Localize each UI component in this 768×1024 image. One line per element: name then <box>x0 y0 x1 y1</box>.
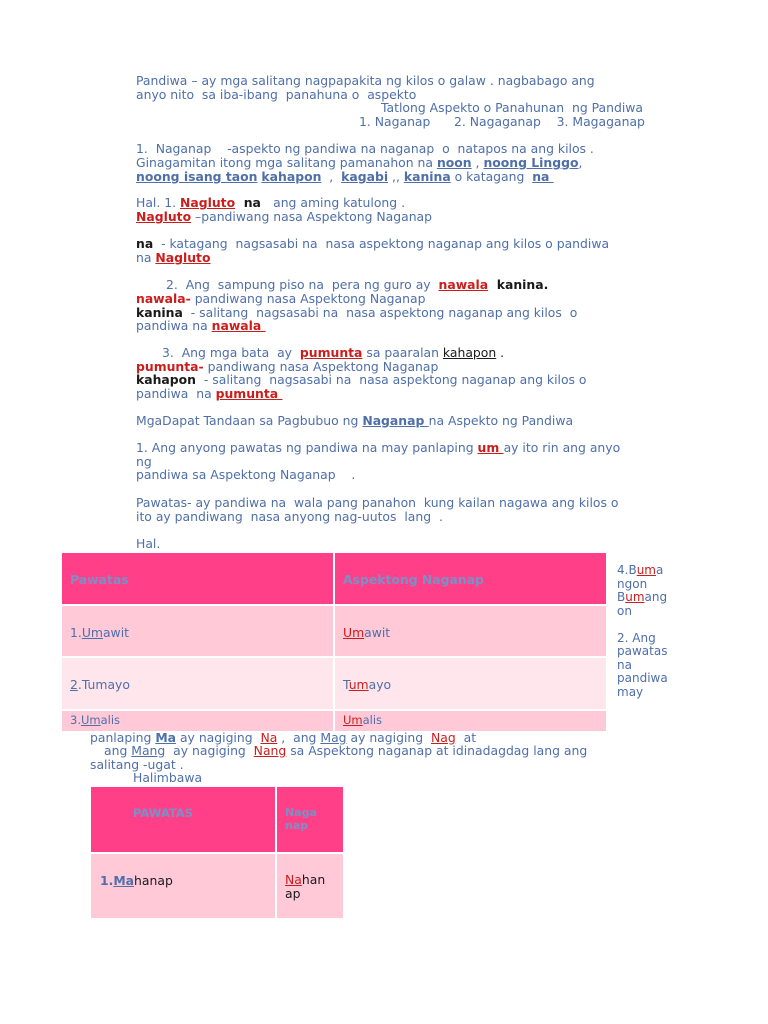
side-note-line: may <box>617 684 644 699</box>
table-cell: Tumayo <box>343 677 392 692</box>
example-3-label: pumunta- pandiwang nasa Aspektong Naganap <box>136 359 439 374</box>
intro-line-2: anyo nito sa iba-ibang panahuna o aspekto <box>136 87 417 102</box>
table-row <box>335 711 606 731</box>
side-note-line: na <box>617 657 632 672</box>
pamanahon-line-2: noong isang taon kahapon , kagabi ,, kanina o katagang na <box>136 169 554 184</box>
rule-1-line-3: pandiwa sa Aspektong Naganap . <box>136 467 356 482</box>
pamanahon-line: Ginagamitan itong mga salitang pamanahon na noon , noong Linggo, <box>136 155 583 170</box>
aspect-list: 1. Naganap 2. Nagaganap 3. Magaganap <box>359 114 645 129</box>
halimbawa-label: Halimbawa <box>133 770 203 785</box>
table-cell: 1.Mahanap <box>100 873 173 888</box>
aspect-heading: Tatlong Aspekto o Panahunan ng Pandiwa <box>381 100 644 115</box>
table-header-aspektong-naganap: Aspektong Naganap <box>343 572 484 587</box>
example-2-label: nawala- pandiwang nasa Aspektong Naganap <box>136 291 426 306</box>
rule-1-line-2: ng <box>136 454 152 469</box>
table-cell: Nahan ap <box>285 872 326 901</box>
table-row <box>62 606 333 656</box>
hal-label: Hal. <box>136 536 161 551</box>
table-row <box>277 854 343 918</box>
table-row <box>335 658 606 709</box>
pawatas-definition-2: ito ay pandiwang nasa anyong nag-uutos lang . <box>136 509 443 524</box>
rules-title: MgaDapat Tandaan sa Pagbubuo ng Naganap na Aspekto ng Pandiwa <box>136 413 574 428</box>
table-row <box>62 711 333 731</box>
side-note-line: 2. Ang <box>617 630 656 645</box>
example-1-label: Nagluto –pandiwang nasa Aspektong Naganap <box>136 209 433 224</box>
naganap-definition: 1. Naganap -aspekto ng pandiwa na naganap o natapos na ang kilos . <box>136 141 594 156</box>
side-note-line: pandiwa <box>617 671 668 685</box>
rule-2-line-2: ang Mang ay nagiging Nang sa Aspektong naganap at idinadagdag lang ang <box>104 743 588 758</box>
rule-2-line-3: salitang -ugat . <box>90 757 184 772</box>
table-row <box>62 658 333 709</box>
table-header-cell <box>62 553 333 604</box>
example-1-na-desc: na - katagang nagsasabi na nasa aspektong naganap ang kilos o pandiwa <box>136 236 610 251</box>
table-row <box>335 606 606 656</box>
example-2-sentence: 2. Ang sampung piso na pera ng guro ay nawala kanina. <box>166 277 549 292</box>
pawatas-definition: Pawatas- ay pandiwa na wala pang panahon kung kailan nagawa ang kilos o <box>136 495 619 510</box>
side-note-line: Bumang <box>617 590 668 604</box>
example-3-sentence: 3. Ang mga bata ay pumunta sa paaralan kahapon . <box>162 345 505 360</box>
side-note-line: on <box>617 603 632 618</box>
side-note-line: ngon <box>617 576 648 591</box>
example-1-na-desc-2: na Nagluto <box>136 250 211 265</box>
example-1-sentence: Hal. 1. Nagluto na ang aming katulong . <box>136 195 406 210</box>
side-note <box>617 564 668 699</box>
example-3-kahapon-desc-2: pandiwa na pumunta <box>136 386 283 401</box>
table-header-naganap: Naga nap <box>285 806 317 832</box>
intro-line-1: Pandiwa – ay mga salitang nagpapakita ng kilos o galaw . nagbabago ang <box>136 73 595 88</box>
table-header-cell <box>335 553 606 604</box>
table-header-pawatas: PAWATAS <box>133 806 194 820</box>
table-cell: Umalis <box>343 713 383 727</box>
table-cell: Umawit <box>343 625 391 640</box>
table-header-cell <box>91 787 275 852</box>
table-header-cell <box>277 787 343 852</box>
side-note-line: pawatas <box>617 644 668 658</box>
table-cell: 1.Umawit <box>70 625 129 640</box>
table-header-pawatas: Pawatas <box>70 572 129 587</box>
example-2-kanina-desc-2: pandiwa na nawala <box>136 318 266 333</box>
example-3-kahapon-desc: kahapon - salitang nagsasabi na nasa aspektong naganap ang kilos o <box>136 372 587 387</box>
example-2-kanina-desc: kanina - salitang nagsasabi na nasa aspektong naganap ang kilos o <box>136 305 578 320</box>
table-cell: 3.Umalis <box>70 713 121 727</box>
rule-2-line-1: panlaping Ma ay nagiging Na , ang Mag ay nagiging Nag at <box>90 730 477 745</box>
table-cell: 2.Tumayo <box>70 677 130 692</box>
table-row <box>91 854 275 918</box>
side-note-line: 4.Buma <box>617 563 664 577</box>
rule-1-line-1: 1. Ang anyong pawatas ng pandiwa na may panlaping um ay ito rin ang anyo <box>136 440 621 455</box>
